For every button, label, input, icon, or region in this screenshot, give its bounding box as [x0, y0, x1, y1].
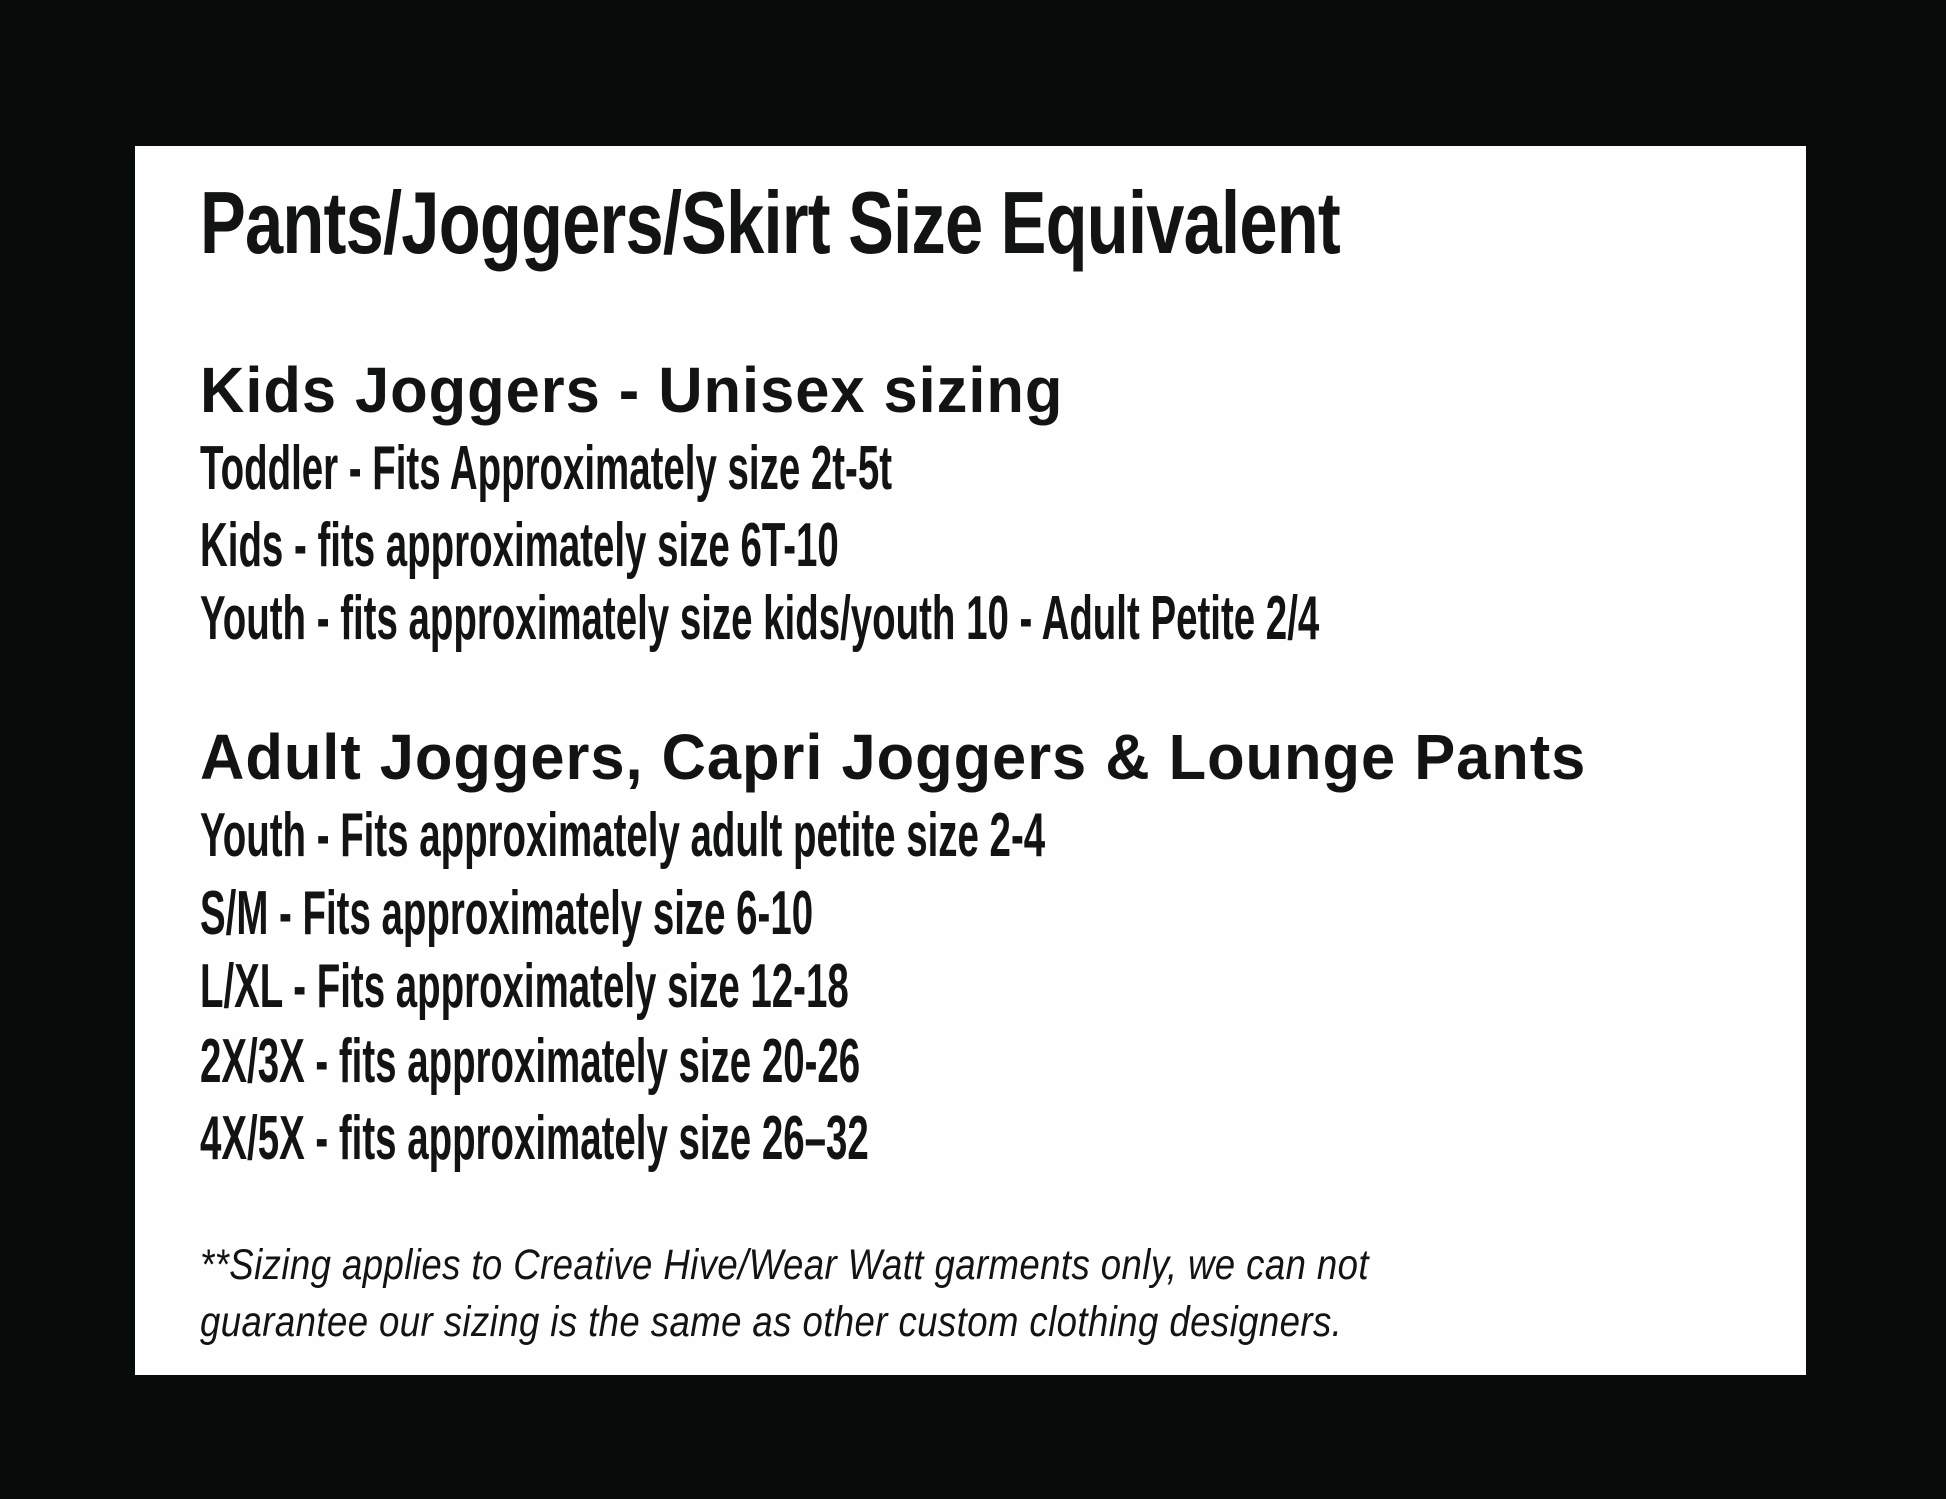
section-heading-kids-joggers: Kids Joggers - Unisex sizing	[200, 354, 1064, 426]
size-line-2x3x: 2X/3X - fits approximately size 20-26	[200, 1027, 861, 1096]
size-line-toddler: Toddler - Fits Approximately size 2t-5t	[200, 434, 893, 503]
page-title: Pants/Joggers/Skirt Size Equivalent	[200, 173, 1340, 272]
section-heading-adult-joggers: Adult Joggers, Capri Joggers & Lounge Pants	[200, 721, 1587, 793]
size-line-youth-kids: Youth - fits approximately size kids/youth 10 - Adult Petite 2/4	[200, 584, 1320, 653]
size-line-lxl: L/XL - Fits approximately size 12-18	[200, 952, 849, 1021]
size-line-kids: Kids - fits approximately size 6T-10	[200, 511, 839, 580]
size-chart-card	[135, 146, 1806, 1375]
size-line-youth-adult: Youth - Fits approximately adult petite size 2-4	[200, 801, 1046, 870]
footnote-line-1: **Sizing applies to Creative Hive/Wear Watt garments only, we can not	[200, 1241, 1370, 1289]
footnote-line-2: guarantee our sizing is the same as other custom clothing designers.	[200, 1298, 1343, 1346]
size-line-sm: S/M - Fits approximately size 6-10	[200, 879, 814, 948]
size-line-4x5x: 4X/5X - fits approximately size 26–32	[200, 1104, 869, 1173]
